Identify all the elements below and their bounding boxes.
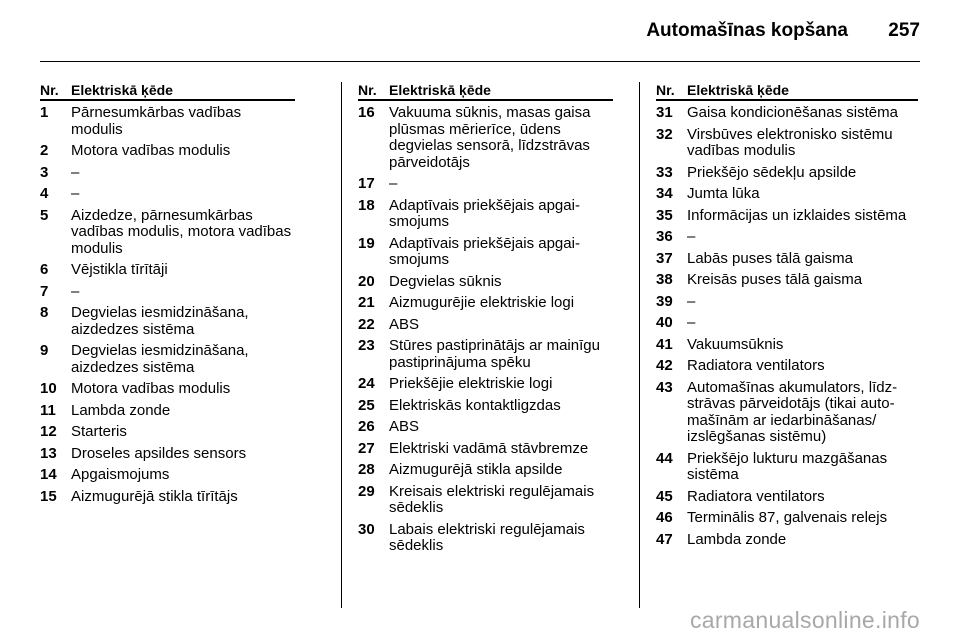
header-circuit: Elektriskā ķēde (687, 82, 789, 98)
fuse-number: 19 (358, 234, 375, 252)
fuse-number: 37 (656, 249, 673, 267)
fuse-number: 27 (358, 439, 375, 457)
circuit-name: – (389, 175, 398, 192)
fuse-number: 10 (40, 380, 57, 397)
fuse-number: 41 (656, 335, 673, 353)
table-row (358, 522, 613, 555)
table-row (358, 295, 613, 312)
header-nr: Nr. (656, 82, 675, 98)
table-row (358, 176, 613, 193)
table-row (656, 229, 918, 246)
table-row (40, 446, 295, 463)
table-row (656, 105, 918, 122)
watermark: carmanualsonline.info (689, 607, 920, 633)
header-circuit: Elektriskā ķēde (71, 82, 173, 98)
table-row (358, 317, 613, 334)
circuit-name: Kreisās puses tālā gaisma (687, 271, 863, 288)
fuse-table-column-1 (40, 82, 295, 510)
fuse-number: 24 (358, 375, 375, 392)
circuit-name: Kreisais elektriski regulējamais sēdeklis (389, 482, 595, 516)
table-row (656, 451, 918, 484)
fuse-number: 20 (358, 272, 375, 290)
fuse-table-column-3 (656, 82, 918, 553)
table-row (40, 381, 295, 398)
table-row (40, 105, 295, 138)
circuit-name: Vakuuma sūknis, masas gaisa plūsmas mērierīce, ūdens degvielas sensorā, līdzstrāvas pārveidotājs (389, 104, 591, 171)
fuse-number: 18 (358, 196, 375, 214)
fuse-number: 21 (358, 294, 375, 311)
fuse-number: 30 (358, 520, 375, 538)
table-row (358, 462, 613, 479)
fuse-number: 25 (358, 396, 375, 414)
table-row (40, 143, 295, 160)
table-rows (358, 105, 613, 555)
fuse-number: 43 (656, 378, 673, 396)
circuit-name: Radiatora ventilators (687, 487, 825, 505)
circuit-name: Gaisa kondicionēšanas sistēma (687, 104, 898, 121)
table-row (656, 251, 918, 268)
circuit-name: Priekšējo sēdekļu apsilde (687, 163, 857, 181)
circuit-name: Aizmugurējie elektriskie logi (389, 294, 575, 311)
table-row (656, 358, 918, 375)
fuse-number: 6 (40, 261, 49, 278)
circuit-name: Pārnesumkārbas vadības modulis (71, 104, 242, 138)
circuit-name: Informācijas un izklaides sistēma (687, 206, 907, 224)
header-nr: Nr. (40, 82, 59, 98)
table-row (656, 380, 918, 446)
circuit-name: Stūres pastiprinātājs ar mainīgu pastiprinājuma spēku (389, 337, 600, 371)
table-row (656, 294, 918, 311)
table-row (40, 489, 295, 506)
fuse-number: 45 (656, 487, 673, 505)
table-row (40, 208, 295, 258)
fuse-number: 15 (40, 487, 57, 505)
fuse-number: 14 (40, 466, 57, 483)
circuit-name: Elektriskās kontaktligzdas (389, 396, 561, 414)
circuit-name: Lambda zonde (71, 401, 171, 419)
table-row (656, 186, 918, 203)
table-row (656, 337, 918, 354)
circuit-name: Labais elektriski regulējamais sēdeklis (389, 520, 585, 554)
circuit-name: Jumta lūka (687, 185, 760, 202)
fuse-number: 8 (40, 304, 49, 321)
circuit-name: Aizdedze, pārnesumkārbas vadības modulis, motora vadības modulis (71, 206, 292, 257)
table-row (358, 398, 613, 415)
circuit-name: – (687, 292, 696, 310)
page-title: Automašīnas kopšana (646, 20, 848, 41)
table-row (358, 419, 613, 436)
fuse-number: 4 (40, 185, 49, 202)
table-row (656, 165, 918, 182)
fuse-number: 39 (656, 292, 673, 310)
fuse-number: 32 (656, 125, 673, 143)
table-row (40, 467, 295, 484)
circuit-name: ABS (389, 418, 420, 435)
fuse-number: 29 (358, 482, 375, 500)
fuse-number: 47 (656, 530, 673, 548)
table-row (358, 338, 613, 371)
fuse-number: 12 (40, 423, 57, 440)
table-row (656, 315, 918, 332)
circuit-name: Adaptīvais priekšējais apgai-smojums (389, 196, 580, 230)
table-rows (656, 105, 918, 548)
fuse-number: 17 (358, 175, 375, 192)
fuse-number: 44 (656, 449, 673, 467)
table-row (40, 403, 295, 420)
fuse-number: 33 (656, 163, 673, 181)
circuit-name: Labās puses tālā gaisma (687, 249, 853, 267)
circuit-name: Motora vadības modulis (71, 380, 231, 397)
fuse-number: 40 (656, 314, 673, 331)
header-nr: Nr. (358, 82, 377, 98)
table-row (656, 272, 918, 289)
table-header (358, 82, 613, 101)
fuse-number: 3 (40, 163, 49, 181)
table-row (40, 424, 295, 441)
fuse-number: 36 (656, 228, 673, 245)
circuit-name: Automašīnas akumulators, līdz-strāvas pārveidotājs (tikai auto-mašīnām ar iedarbināšanas/ izslēgšanas sistēmu) (687, 378, 898, 445)
table-row (358, 198, 613, 231)
table-row (358, 441, 613, 458)
circuit-name: – (687, 314, 696, 331)
fuse-number: 42 (656, 357, 673, 374)
table-row (358, 484, 613, 517)
column-divider (639, 82, 640, 608)
fuse-number: 9 (40, 342, 49, 359)
table-row (656, 127, 918, 160)
fuse-number: 7 (40, 282, 49, 300)
circuit-name: Lambda zonde (687, 530, 787, 548)
fuse-number: 22 (358, 315, 375, 333)
fuse-number: 26 (358, 418, 375, 435)
circuit-name: Radiatora ventilators (687, 357, 825, 374)
circuit-name: Vakuumsūknis (687, 335, 784, 353)
header-circuit: Elektriskā ķēde (389, 82, 491, 98)
column-divider (341, 82, 342, 608)
table-row (656, 510, 918, 527)
circuit-name: – (71, 185, 80, 202)
page-number: 257 (888, 20, 920, 41)
table-row (40, 343, 295, 376)
table-row (40, 165, 295, 182)
table-row (40, 305, 295, 338)
table-row (656, 489, 918, 506)
circuit-name: Degvielas sūknis (389, 272, 502, 290)
fuse-number: 13 (40, 444, 57, 462)
fuse-number: 31 (656, 104, 673, 121)
circuit-name: – (71, 163, 80, 181)
table-row (358, 105, 613, 171)
circuit-name: Adaptīvais priekšējais apgai-smojums (389, 234, 580, 268)
table-header (40, 82, 295, 101)
circuit-name: Degvielas iesmidzināšana, aizdedzes sistēma (71, 304, 249, 338)
table-row (656, 532, 918, 549)
circuit-name: – (71, 282, 80, 300)
circuit-name: Elektriski vadāmā stāvbremze (389, 439, 589, 457)
table-header (656, 82, 918, 101)
circuit-name: Aizmugurējā stikla apsilde (389, 461, 563, 478)
circuit-name: Apgaismojums (71, 466, 170, 483)
circuit-name: Priekšējie elektriskie logi (389, 375, 553, 392)
circuit-name: Starteris (71, 423, 127, 440)
fuse-table-column-2 (358, 82, 613, 560)
table-row (40, 284, 295, 301)
circuit-name: Degvielas iesmidzināšana, aizdedzes sistēma (71, 342, 249, 376)
circuit-name: Aizmugurējā stikla tīrītājs (71, 487, 238, 505)
table-row (358, 376, 613, 393)
circuit-name: Virsbūves elektronisko sistēmu vadības modulis (687, 125, 893, 159)
table-row (358, 274, 613, 291)
fuse-number: 11 (40, 401, 56, 419)
fuse-number: 2 (40, 142, 49, 159)
circuit-name: ABS (389, 315, 420, 333)
table-row (358, 236, 613, 269)
circuit-name: – (687, 228, 696, 245)
fuse-number: 23 (358, 337, 375, 354)
fuse-number: 28 (358, 461, 375, 478)
fuse-number: 35 (656, 206, 673, 224)
fuse-number: 38 (656, 271, 673, 288)
circuit-name: Droseles apsildes sensors (71, 444, 247, 462)
circuit-name: Motora vadības modulis (71, 142, 231, 159)
page-header (40, 0, 920, 62)
fuse-number: 46 (656, 509, 673, 526)
circuit-name: Vējstikla tīrītāji (71, 261, 168, 278)
circuit-name: Priekšējo lukturu mazgāšanas sistēma (687, 449, 888, 483)
fuse-number: 16 (358, 104, 375, 121)
fuse-number: 1 (40, 104, 49, 121)
table-row (656, 208, 918, 225)
table-row (40, 186, 295, 203)
table-rows (40, 105, 295, 505)
circuit-name: Terminālis 87, galvenais relejs (687, 509, 888, 526)
table-row (40, 262, 295, 279)
fuse-number: 34 (656, 185, 673, 202)
fuse-number: 5 (40, 206, 49, 224)
